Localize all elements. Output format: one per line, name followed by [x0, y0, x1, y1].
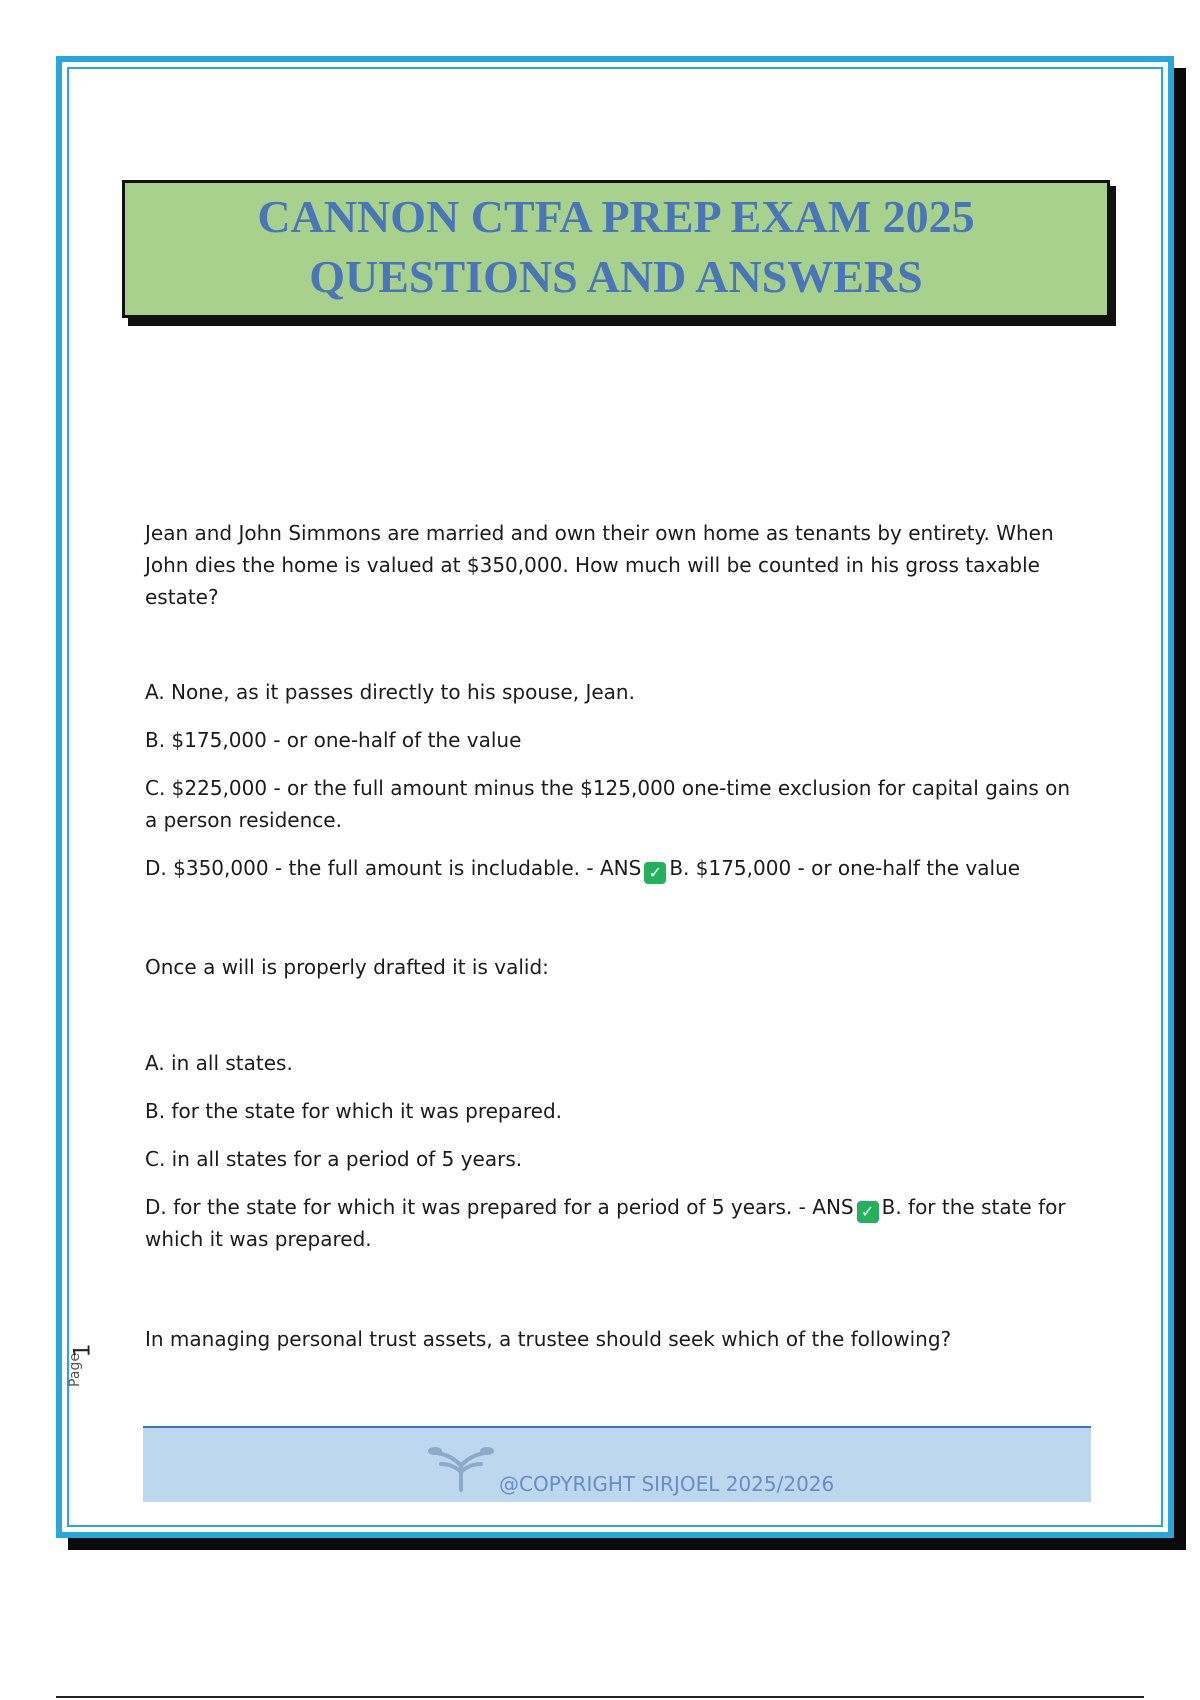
page-number-label: [66, 1340, 96, 1400]
title-banner: [122, 180, 1110, 318]
title-line-2: QUESTIONS AND ANSWERS: [309, 251, 923, 302]
question-1-option-c: C. $225,000 - or the full amount minus the $125,000 one-time exclusion for capital gains on a person residence.: [145, 776, 1071, 832]
question-2-option-c: C. in all states for a period of 5 years.: [145, 1147, 523, 1171]
question-2-option-d-text: D. for the state for which it was prepared for a period of 5 years. - ANS: [145, 1195, 854, 1219]
question-1-text: Jean and John Simmons are married and own their own home as tenants by entirety. When John dies the home is valued at $350,000. How much will be counted in his gross taxable estate?: [145, 521, 1054, 609]
footer-copyright: @COPYRIGHT SIRJOEL 2025/2026: [499, 1472, 835, 1496]
question-2-option-a: A. in all states.: [145, 1051, 293, 1075]
question-1-options: [145, 676, 1080, 884]
tree-logo-icon: [425, 1442, 497, 1492]
question-1-option-a: A. None, as it passes directly to his spouse, Jean.: [145, 680, 635, 704]
question-1-option-b: B. $175,000 - or one-half of the value: [145, 728, 522, 752]
check-mark-icon: ✓: [857, 1201, 879, 1223]
page-label-text: Page: [66, 1353, 83, 1387]
bottom-rule: [56, 1696, 1144, 1698]
question-1-answer: B. $175,000 - or one-half the value: [669, 856, 1021, 880]
question-1-option-d-text: D. $350,000 - the full amount is includable. - ANS: [145, 856, 642, 880]
footer-band: [143, 1426, 1091, 1502]
question-2-option-d: [145, 1191, 1080, 1255]
question-2-answer: B. for the state for which it was prepared.: [145, 1195, 1066, 1251]
title-line-1: CANNON CTFA PREP EXAM 2025: [257, 191, 975, 242]
page-label-number: 1: [70, 1343, 96, 1358]
question-2-option-b: B. for the state for which it was prepared.: [145, 1099, 562, 1123]
question-2-options: [145, 1047, 1080, 1255]
question-1-option-d: [145, 852, 1080, 884]
check-mark-icon: ✓: [644, 862, 666, 884]
question-3-text: In managing personal trust assets, a trustee should seek which of the following?: [145, 1327, 952, 1351]
question-2-text: Once a will is properly drafted it is valid:: [145, 955, 549, 979]
